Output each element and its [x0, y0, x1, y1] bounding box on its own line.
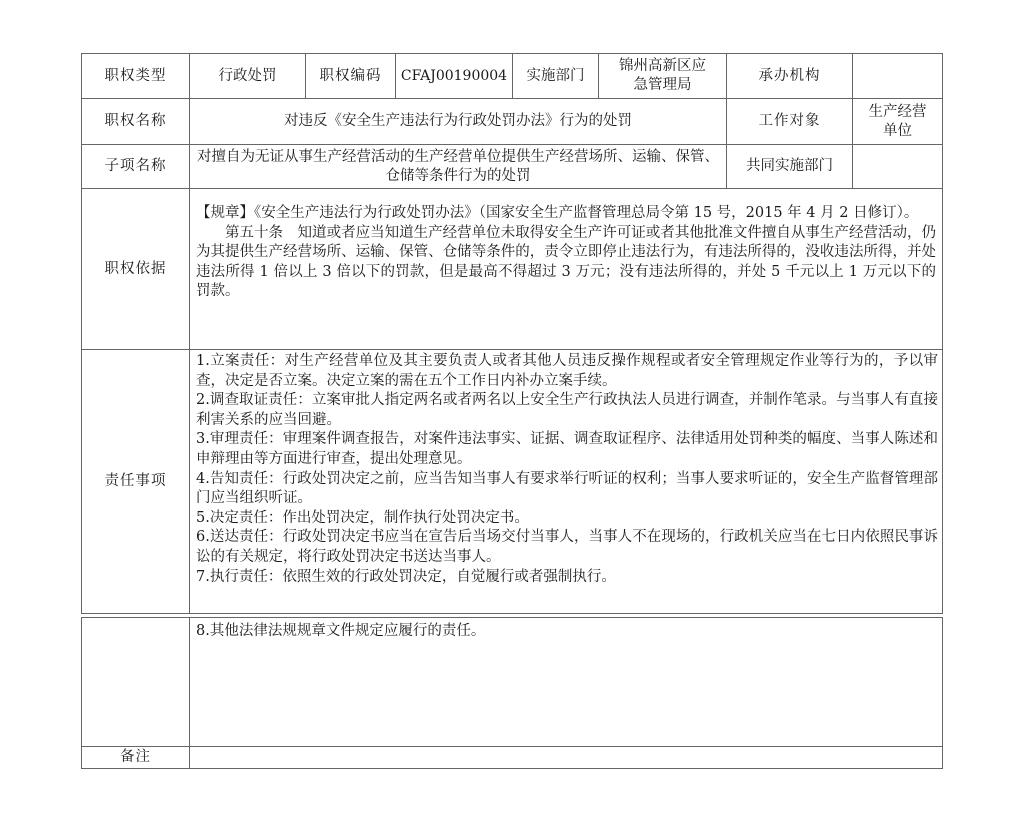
responsibility-content	[189, 349, 943, 614]
power-code-value: CFAJ00190004	[395, 53, 513, 99]
sub-item-value: 对擅自为无证从事生产经营活动的生产经营单位提供生产经营场所、运输、保管、仓储等条件行为的处罚	[189, 144, 727, 189]
power-code-label: 职权编码	[305, 53, 396, 99]
dept-value: 锦州高新区应急管理局	[598, 53, 727, 99]
responsibility-item-7: 7.执行责任：依照生效的行政处罚决定，自觉履行或者强制执行。	[196, 568, 616, 585]
responsibility-item-4: 4.告知责任：行政处罚决定之前，应当告知当事人有要求举行听证的权利；当事人要求听证的，安全生产监督管理部门应当组织听证。	[196, 470, 938, 507]
continuation-content	[189, 617, 943, 747]
remarks-label: 备注	[81, 746, 190, 769]
responsibility-item-6: 6.送达责任：行政处罚决定书应当在宣告后当场交付当事人，当事人不在现场的，行政机关应当在七日内依照民事诉讼的有关规定，将行政处罚决定书送达当事人。	[196, 529, 938, 565]
remarks-value	[189, 746, 943, 769]
sub-item-label: 子项名称	[81, 144, 190, 189]
agency-value	[852, 53, 943, 99]
basis-content	[189, 188, 943, 350]
basis-label: 职权依据	[81, 188, 190, 350]
power-type-value: 行政处罚	[189, 53, 306, 99]
responsibility-item-3: 3.审理责任：审理案件调查报告，对案件违法事实、证据、调查取证程序、法律适用处罚种类的幅度、当事人陈述和申辩理由等方面进行审查，提出处理意见。	[196, 431, 938, 467]
power-name-value: 对违反《安全生产违法行为行政处罚办法》行为的处罚	[189, 98, 727, 145]
continuation-label-cell	[81, 617, 190, 747]
joint-dept-value	[852, 144, 943, 189]
dept-label: 实施部门	[512, 53, 599, 99]
responsibility-item-8: 8.其他法律法规规章文件规定应履行的责任。	[196, 623, 486, 639]
work-target-label: 工作对象	[726, 98, 853, 145]
power-type-label: 职权类型	[81, 53, 190, 99]
responsibility-item-2: 2.调查取证责任：立案审批人指定两名或者两名以上安全生产行政执法人员进行调查，并制作笔录。与当事人有直接利害关系的应当回避。	[196, 392, 938, 428]
basis-regulation: 【规章】《安全生产违法行为行政处罚办法》（国家安全生产监督管理总局令第 15 号，2015 年 4 月 2 日修订）。	[196, 205, 919, 221]
power-name-label: 职权名称	[81, 98, 190, 145]
responsibility-item-1: 1.立案责任：对生产经营单位及其主要负责人或者其他人员违反操作规程或者安全管理规定作业等行为的，予以审查，决定是否立案。决定立案的需在五个工作日内补办立案手续。	[196, 353, 938, 389]
work-target-value: 生产经营单位	[852, 98, 943, 145]
joint-dept-label: 共同实施部门	[726, 144, 853, 189]
responsibility-item-5: 5.决定责任：作出处罚决定，制作执行处罚决定书。	[196, 509, 529, 526]
responsibility-label: 责任事项	[81, 349, 190, 614]
basis-article: 第五十条 知道或者应当知道生产经营单位未取得安全生产许可证或者其他批准文件擅自从事生产经营活动，仍为其提供生产经营场所、运输、保管、仓储等条件的，责令立即停止违法行为，有违法所得的，没收违法所得，并处违法所得 1 倍以上 3 倍以下的罚款，但是最高不得超过 3 万元；没有违法所得的，并处 5 千元以上 1 万元以下的罚款。	[196, 224, 936, 299]
agency-label: 承办机构	[726, 53, 853, 99]
